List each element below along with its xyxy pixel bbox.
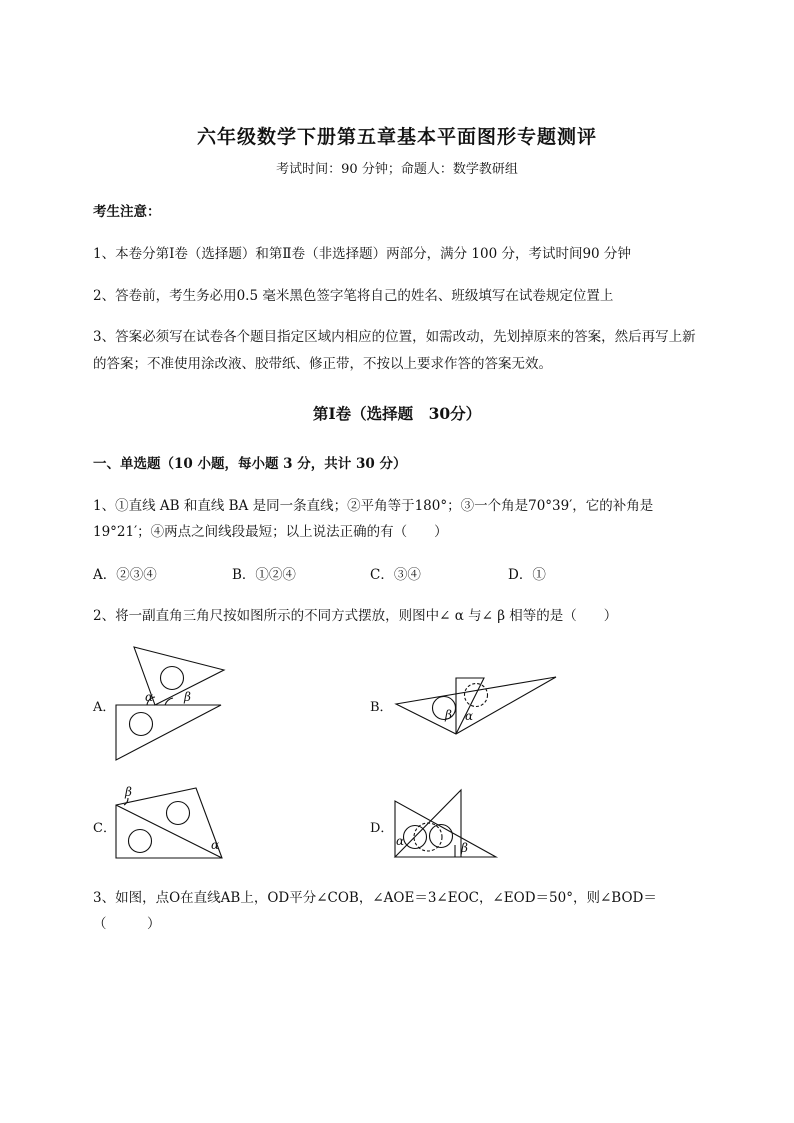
question-1-line-2: 19°21′；④两点之间线段最短；以上说法正确的有（ ） bbox=[93, 524, 448, 540]
notice-item-1: 1、本卷分第Ⅰ卷（选择题）和第Ⅱ卷（非选择题）两部分，满分 100 分，考试时间90 分钟 bbox=[93, 246, 631, 262]
q1-option-c: C．③④ bbox=[370, 567, 421, 583]
figure-c-beta: β bbox=[125, 785, 132, 799]
figure-d-label: D． bbox=[370, 821, 394, 836]
question-1-line-1: 1、①直线 AB 和直线 BA 是同一条直线；②平角等于180°；③一个角是70°39′，它的补角是 bbox=[93, 498, 654, 514]
notice-item-2: 2、答卷前，考生务必用0.5 毫米黑色签字笔将自己的姓名、班级填写在试卷规定位置上 bbox=[93, 288, 614, 304]
question-3-line-2: （ ） bbox=[93, 916, 161, 932]
figure-c-label: C． bbox=[93, 821, 116, 836]
question-3-line-1: 3、如图，点O在直线AB上，OD平分∠COB，∠AOE＝3∠EOC，∠EOD＝50°，则∠BOD＝ bbox=[93, 890, 657, 906]
figure-d-beta: β bbox=[461, 841, 468, 855]
q1-option-a: A．②③④ bbox=[93, 567, 157, 583]
q1-option-b: B．①②④ bbox=[232, 567, 296, 583]
question-2-text: 2、将一副直角三角尺按如图所示的不同方式摆放，则图中∠ α 与∠ β 相等的是（ ） bbox=[93, 608, 618, 624]
notice-item-3-cont: 的答案；不准使用涂改液、胶带纸、修正带，不按以上要求作答的答案无效。 bbox=[93, 356, 552, 372]
notice-item-3: 3、答案必须写在试卷各个题目指定区域内相应的位置，如需改动，先划掉原来的答案，然后再写上新 bbox=[93, 329, 696, 345]
figure-b-label: B． bbox=[370, 700, 393, 715]
notice-heading: 考生注意： bbox=[93, 204, 161, 220]
figure-a-beta: β bbox=[184, 690, 191, 704]
figure-d-alpha: α bbox=[396, 834, 405, 848]
figure-b-alpha: α bbox=[465, 709, 474, 723]
section-title: 第Ⅰ卷（选择题 30分） bbox=[312, 404, 482, 423]
section-heading: 一、单选题（10 小题，每小题 3 分，共计 30 分） bbox=[93, 456, 407, 472]
q1-option-d: D．① bbox=[508, 567, 546, 583]
figure-a-alpha: α bbox=[145, 690, 154, 704]
exam-info: 考试时间：90 分钟；命题人：数学教研组 bbox=[276, 162, 518, 177]
figure-c-alpha: α bbox=[211, 838, 220, 852]
page-title: 六年级数学下册第五章基本平面图形专题测评 bbox=[196, 126, 597, 148]
figure-a-label: A． bbox=[93, 700, 116, 715]
figure-b-beta: β bbox=[445, 708, 452, 722]
